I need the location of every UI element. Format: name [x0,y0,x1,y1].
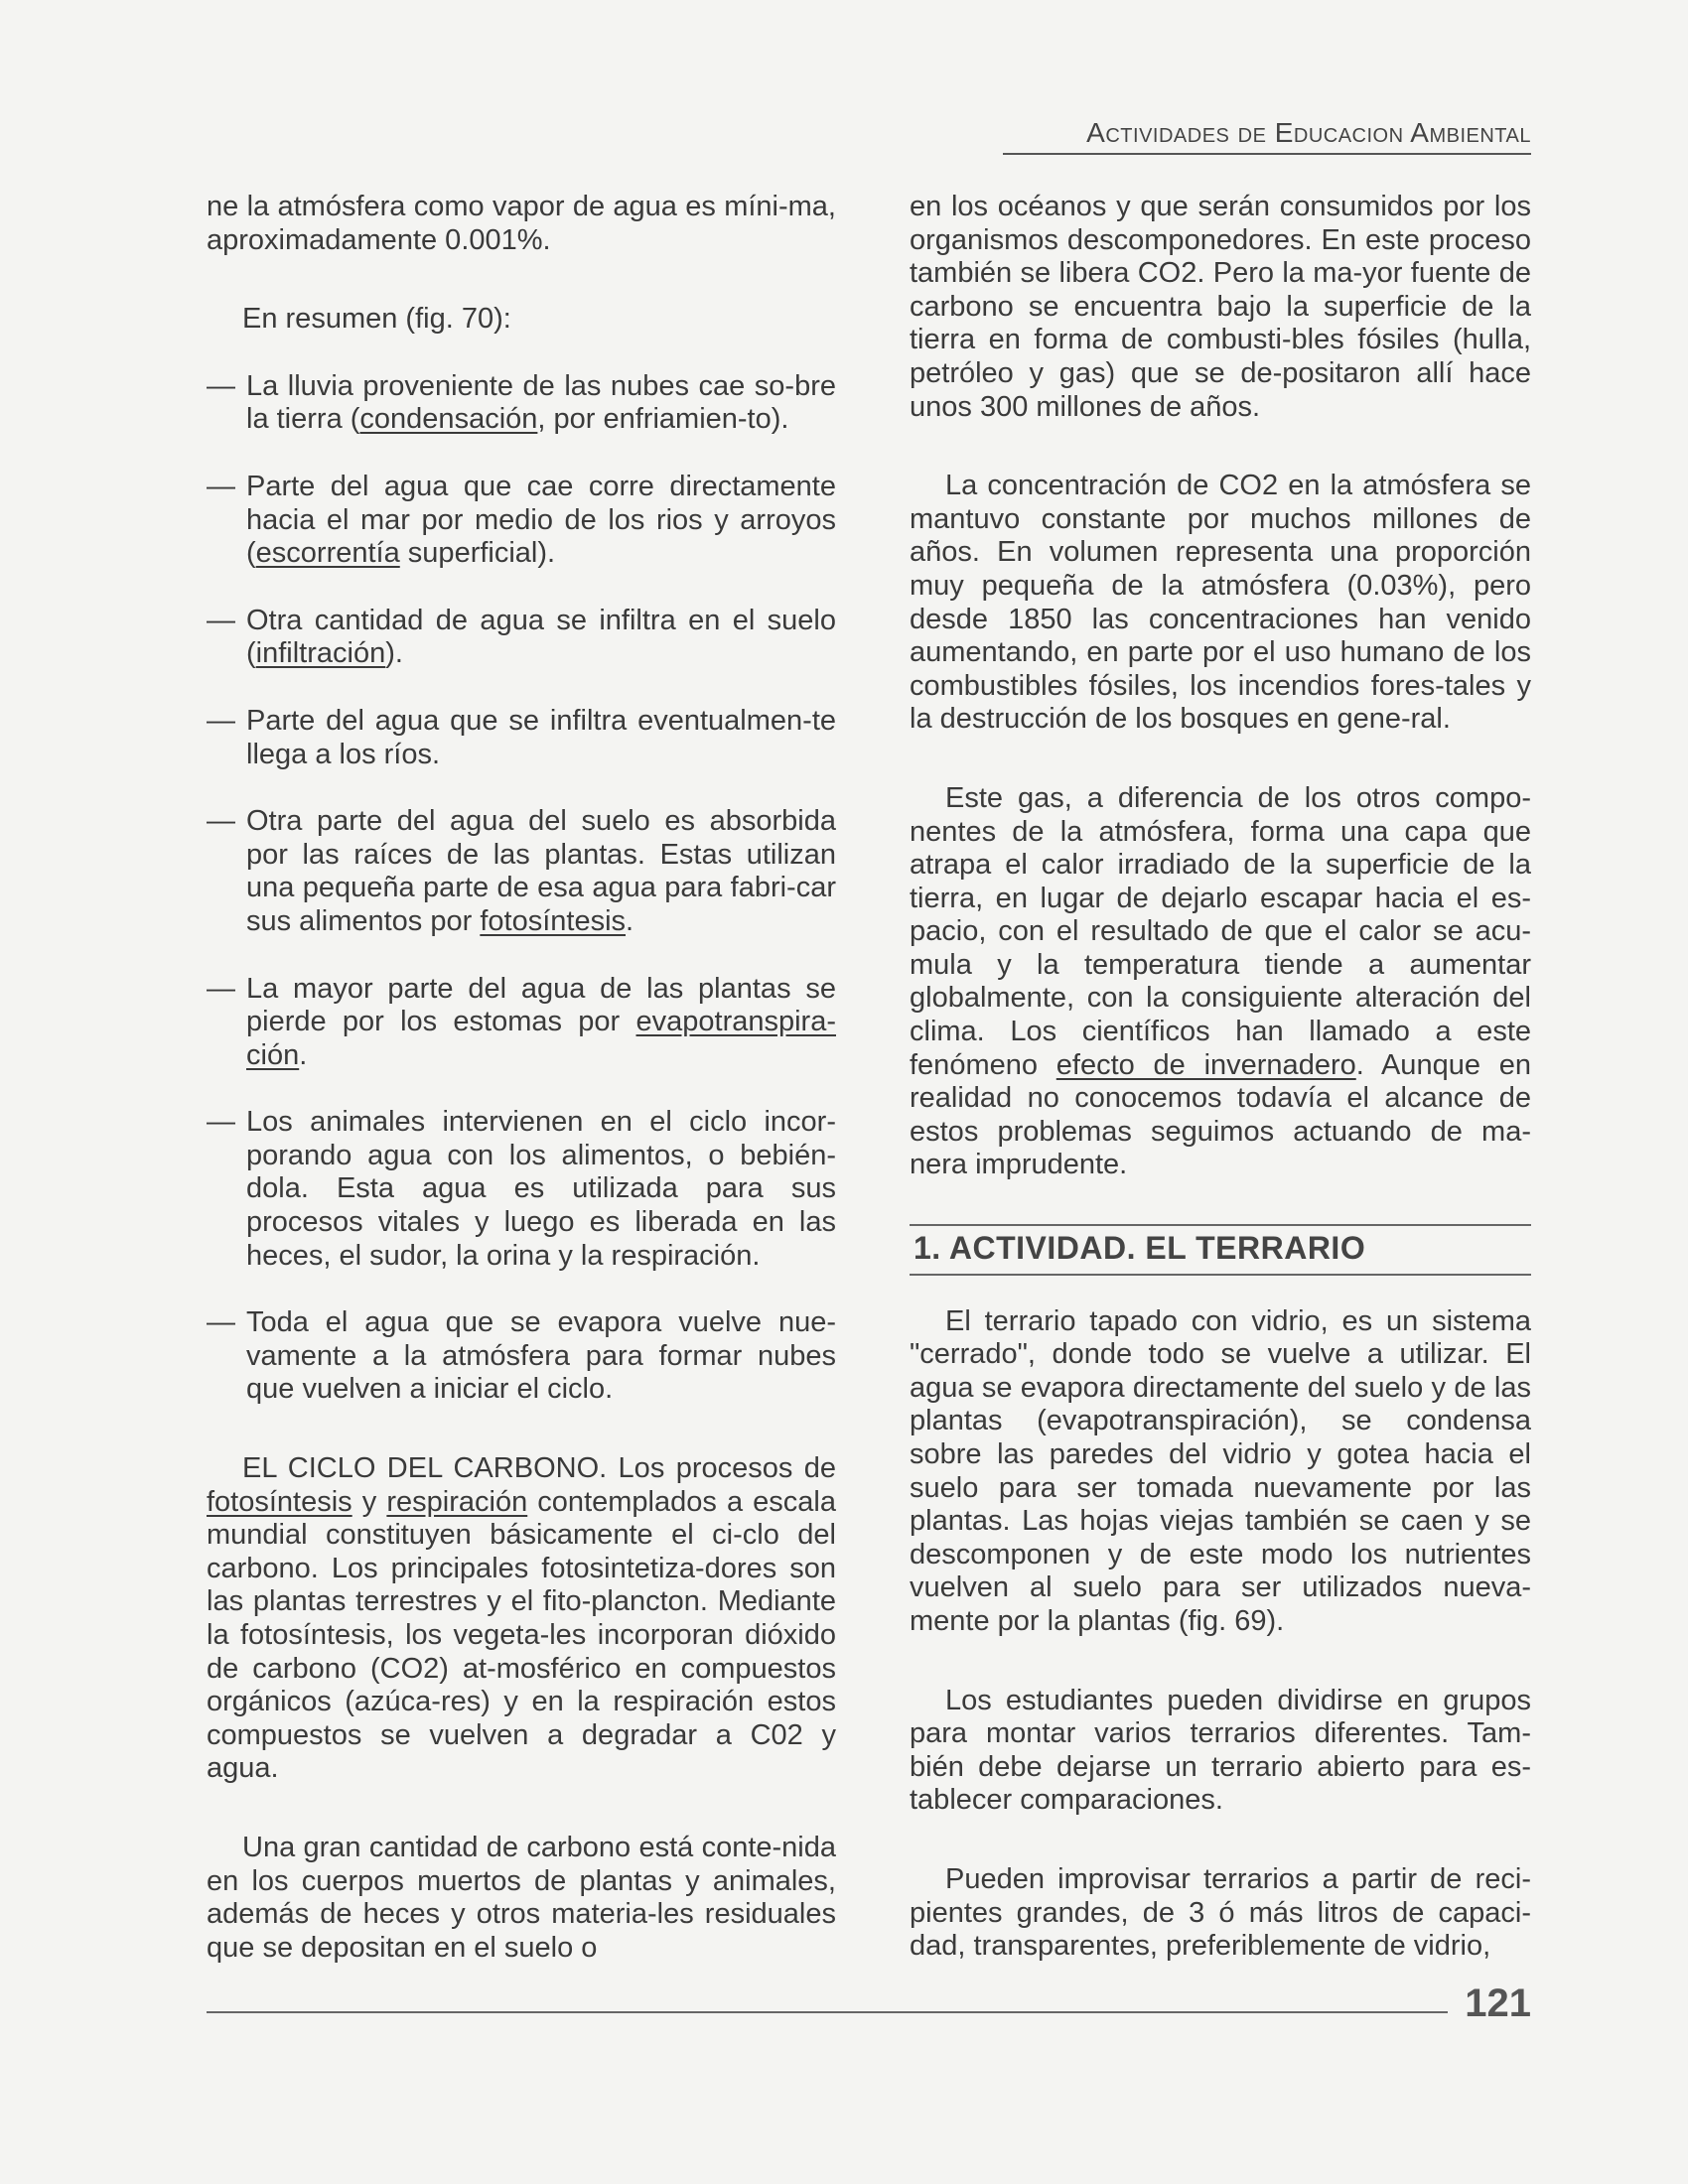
term-respiracion: respiración [386,1485,528,1518]
list-item: — La lluvia proveniente de las nubes cae so-bre la tierra (condensación, por enfriamien-to). [207,369,836,436]
dash-marker: — [207,604,235,636]
running-header: Actividades de Educacion Ambiental [1086,117,1531,148]
term-infiltracion: infiltración [255,637,386,670]
dash-marker: — [207,972,235,1005]
paragraph-concentracion: La concentración de CO2 en la atmósfera se mantuvo constante por muchos millones de años. En volumen representa una proporción muy pequeña de la atmósfera (0.03%), pero desde 1850 las concentraciones han venido aumentando, en parte por el uso humano de los combustibles fósiles, los incendios fores-tales y la destrucción de los bosques en gene-ral. [910,470,1531,736]
list-item: — Los animales intervienen en el ciclo incor-porando agua con los alimentos, o bebién-dola. Esta agua es utilizada para sus procesos vitales y luego es liberada en las heces, el sudor, la orina y la respiración. [207,1106,836,1272]
list-item: — La mayor parte del agua de las plantas se pierde por los estomas por evapotranspira-ción. [207,972,836,1071]
dash-marker: — [207,369,235,402]
paragraph-terrario: El terrario tapado con vidrio, es un sistema "cerrado", donde todo se vuelve a utilizar. El agua se evapora directamente del suelo y de las plantas (evapotranspiración), se condensa sobre las paredes del vidrio y gotea hacia el suelo para ser tomada nuevamente por las plantas. Las hojas viejas también se caen y se descomponen y de este modo los nutrientes vuelven al suelo para ser utilizados nueva-mente por la plantas (fig. 69). [910,1304,1531,1637]
paragraph-oceanos: en los océanos y que serán consumidos por los organismos descomponedores. En este proceso también se libera CO2. Pero la ma-yor fuente de carbono se encuentra bajo la superficie de la tierra en forma de combusti-bles fósiles (hulla, petróleo y gas) que se de-positaron allí hace unos 300 millones de años. [910,191,1531,423]
page-number: 121 [1465,1981,1531,2025]
paragraph-estudiantes: Los estudiantes pueden dividirse en grupos para montar varios terrarios diferentes. Tam-bién debe dejarse un terrario abierto para es-tablecer comparaciones. [910,1684,1531,1817]
paragraph-resumen: En resumen (fig. 70): [242,303,511,336]
paragraph-intro: ne la atmósfera como vapor de agua es míni-ma, aproximadamente 0.001%. [207,191,836,256]
term-fotosintesis: fotosíntesis [480,904,627,937]
footer-rule [207,2011,1448,2013]
dash-marker: — [207,1106,235,1139]
list-item: — Otra cantidad de agua se infiltra en el suelo (infiltración). [207,604,836,670]
paragraph-ciclo-carbono: EL CICLO DEL CARBONO. Los procesos de fotosíntesis y respiración contemplados a escala mundial constituyen básicamente el ci-clo del carbono. Los principales fotosintetiza-dores son las plantas terrestres y el fito-plancton. Mediante la fotosíntesis, los vegeta-les incorporan dióxido de carbono (CO2) at-mosférico en compuestos orgánicos (azúca-res) y en la respiración estos compuestos se vuelven a degradar a C02 y agua. [207,1452,836,1785]
header-rule [1003,153,1531,155]
list-item: — Toda el agua que se evapora vuelve nue-vamente a la atmósfera para formar nubes que vuelven a iniciar el ciclo. [207,1306,836,1406]
dash-marker: — [207,1306,235,1339]
list-item: — Parte del agua que cae corre directamente hacia el mar por medio de los rios y arroyos (escorrentía superficial). [207,470,836,570]
term-condensacion: condensación [359,403,538,436]
paragraph-carbono-suelo: Una gran cantidad de carbono está conte-nida en los cuerpos muertos de plantas y animales, además de heces y otros materia-les residuales que se depositan en el suelo o [207,1831,836,1964]
list-item: — Parte del agua que se infiltra eventualmen-te llega a los ríos. [207,704,836,770]
section-title: 1. ACTIVIDAD. EL TERRARIO [910,1224,1531,1276]
list-item: — Otra parte del agua del suelo es absorbida por las raíces de las plantas. Estas utilizan una pequeña parte de esa agua para fabri-car sus alimentos por fotosíntesis. [207,805,836,937]
term-escorrentia: escorrentía [255,537,400,570]
term-fotosintesis: fotosíntesis [207,1485,352,1518]
right-column [910,191,1531,1964]
term-efecto-invernadero: efecto de invernadero [1055,1048,1356,1081]
dash-marker: — [207,805,235,838]
paragraph-improvisar: Pueden improvisar terrarios a partir de reci-pientes grandes, de 3 ó más litros de capaci-dad, transparentes, preferiblemente de vidrio, [910,1862,1531,1963]
dash-marker: — [207,704,235,737]
term-evapotranspiracion: evapotranspira-ción [246,1006,836,1071]
dash-marker: — [207,470,235,502]
left-column [207,191,836,1965]
paragraph-efecto-invernadero: Este gas, a diferencia de los otros compo-nentes de la atmósfera, forma una capa que atrapa el calor irradiado de la superficie de la tierra, en lugar de dejarlo escapar hacia el es-pacio, con el resultado de que el calor se acu-mula y la temperatura tiende a aumentar globalmente, con la consiguiente alteración del clima. Los científicos han llamado a este fenómeno efecto de invernadero. Aunque en realidad no conocemos todavía el alcance de estos problemas seguimos actuando de ma-nera imprudente. [910,781,1531,1181]
